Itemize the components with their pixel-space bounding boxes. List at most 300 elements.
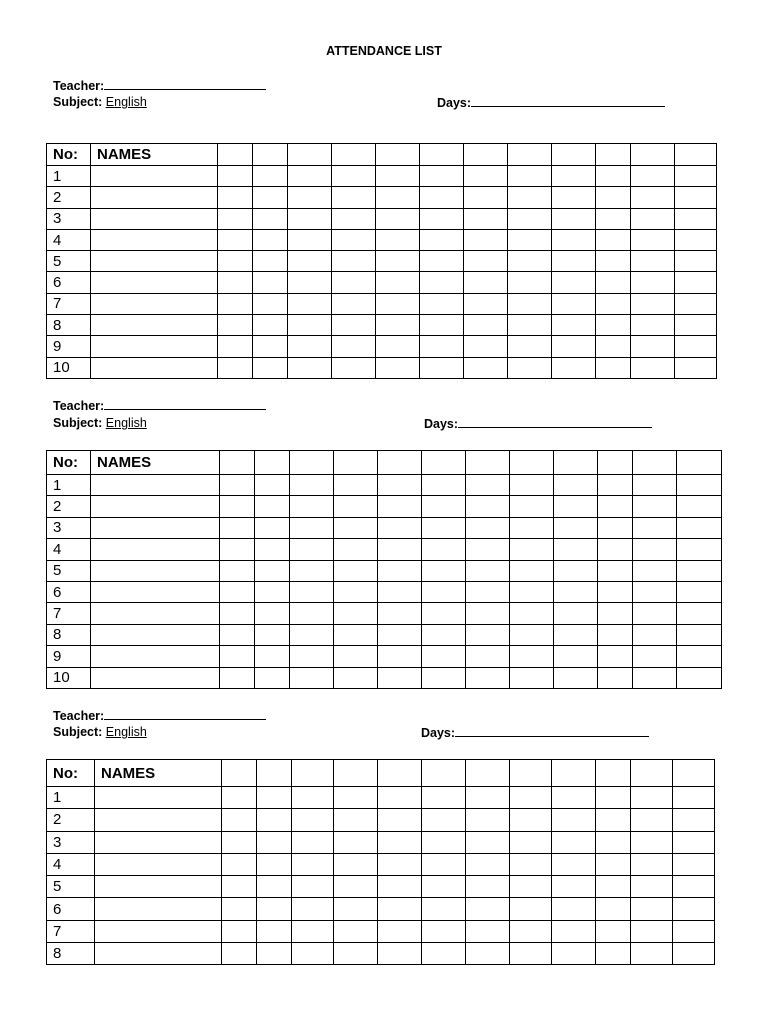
- attendance-cell[interactable]: [290, 603, 334, 624]
- name-cell[interactable]: [91, 624, 220, 645]
- attendance-cell[interactable]: [378, 539, 422, 560]
- teacher-blank[interactable]: [104, 397, 266, 410]
- attendance-cell[interactable]: [677, 517, 722, 538]
- name-cell[interactable]: [91, 357, 218, 378]
- attendance-cell[interactable]: [677, 646, 722, 667]
- name-cell[interactable]: [91, 496, 220, 517]
- attendance-cell[interactable]: [332, 208, 376, 229]
- attendance-cell[interactable]: [631, 831, 673, 853]
- day-column-header[interactable]: [677, 451, 722, 475]
- attendance-cell[interactable]: [257, 853, 292, 875]
- attendance-cell[interactable]: [334, 898, 378, 920]
- attendance-cell[interactable]: [466, 943, 510, 965]
- attendance-cell[interactable]: [675, 251, 717, 272]
- attendance-cell[interactable]: [552, 853, 596, 875]
- attendance-cell[interactable]: [255, 581, 290, 602]
- attendance-cell[interactable]: [596, 272, 631, 293]
- attendance-cell[interactable]: [420, 208, 464, 229]
- name-cell[interactable]: [91, 603, 220, 624]
- attendance-cell[interactable]: [378, 809, 422, 831]
- attendance-cell[interactable]: [552, 920, 596, 942]
- attendance-cell[interactable]: [288, 166, 332, 187]
- attendance-cell[interactable]: [422, 646, 466, 667]
- day-column-header[interactable]: [466, 451, 510, 475]
- attendance-cell[interactable]: [510, 560, 554, 581]
- attendance-cell[interactable]: [376, 187, 420, 208]
- attendance-cell[interactable]: [218, 336, 253, 357]
- attendance-cell[interactable]: [510, 876, 552, 898]
- attendance-cell[interactable]: [631, 809, 673, 831]
- teacher-blank[interactable]: [104, 77, 266, 90]
- attendance-cell[interactable]: [222, 920, 257, 942]
- day-column-header[interactable]: [596, 144, 631, 166]
- attendance-cell[interactable]: [554, 496, 598, 517]
- attendance-cell[interactable]: [673, 853, 715, 875]
- attendance-cell[interactable]: [220, 475, 255, 496]
- attendance-cell[interactable]: [222, 809, 257, 831]
- attendance-cell[interactable]: [552, 787, 596, 809]
- attendance-cell[interactable]: [257, 943, 292, 965]
- attendance-cell[interactable]: [218, 293, 253, 314]
- attendance-cell[interactable]: [334, 787, 378, 809]
- day-column-header[interactable]: [222, 760, 257, 787]
- attendance-cell[interactable]: [378, 517, 422, 538]
- day-column-header[interactable]: [631, 144, 675, 166]
- attendance-cell[interactable]: [378, 581, 422, 602]
- attendance-cell[interactable]: [596, 943, 631, 965]
- attendance-cell[interactable]: [596, 876, 631, 898]
- attendance-cell[interactable]: [257, 787, 292, 809]
- attendance-cell[interactable]: [422, 560, 466, 581]
- attendance-cell[interactable]: [466, 624, 510, 645]
- attendance-cell[interactable]: [598, 539, 633, 560]
- attendance-cell[interactable]: [220, 539, 255, 560]
- attendance-cell[interactable]: [598, 475, 633, 496]
- attendance-cell[interactable]: [288, 315, 332, 336]
- name-cell[interactable]: [91, 208, 218, 229]
- attendance-cell[interactable]: [508, 166, 552, 187]
- name-cell[interactable]: [95, 787, 222, 809]
- attendance-cell[interactable]: [677, 603, 722, 624]
- attendance-cell[interactable]: [598, 603, 633, 624]
- attendance-cell[interactable]: [334, 876, 378, 898]
- attendance-cell[interactable]: [552, 251, 596, 272]
- attendance-cell[interactable]: [596, 166, 631, 187]
- day-column-header[interactable]: [334, 451, 378, 475]
- attendance-cell[interactable]: [420, 251, 464, 272]
- attendance-cell[interactable]: [598, 667, 633, 688]
- attendance-cell[interactable]: [218, 229, 253, 250]
- attendance-cell[interactable]: [596, 208, 631, 229]
- attendance-cell[interactable]: [288, 336, 332, 357]
- day-column-header[interactable]: [218, 144, 253, 166]
- attendance-cell[interactable]: [631, 229, 675, 250]
- attendance-cell[interactable]: [466, 581, 510, 602]
- attendance-cell[interactable]: [631, 336, 675, 357]
- attendance-cell[interactable]: [420, 336, 464, 357]
- attendance-cell[interactable]: [552, 187, 596, 208]
- attendance-cell[interactable]: [220, 646, 255, 667]
- attendance-cell[interactable]: [288, 208, 332, 229]
- attendance-cell[interactable]: [633, 496, 677, 517]
- attendance-cell[interactable]: [552, 315, 596, 336]
- attendance-cell[interactable]: [464, 315, 508, 336]
- days-blank[interactable]: [455, 724, 649, 737]
- attendance-cell[interactable]: [596, 920, 631, 942]
- attendance-cell[interactable]: [510, 853, 552, 875]
- attendance-cell[interactable]: [334, 475, 378, 496]
- days-blank[interactable]: [458, 415, 652, 428]
- attendance-cell[interactable]: [464, 357, 508, 378]
- attendance-cell[interactable]: [508, 187, 552, 208]
- attendance-cell[interactable]: [376, 293, 420, 314]
- attendance-cell[interactable]: [334, 809, 378, 831]
- attendance-cell[interactable]: [510, 667, 554, 688]
- attendance-cell[interactable]: [554, 603, 598, 624]
- attendance-cell[interactable]: [334, 496, 378, 517]
- attendance-cell[interactable]: [552, 809, 596, 831]
- attendance-cell[interactable]: [420, 315, 464, 336]
- attendance-cell[interactable]: [675, 293, 717, 314]
- attendance-cell[interactable]: [292, 898, 334, 920]
- attendance-cell[interactable]: [631, 251, 675, 272]
- attendance-cell[interactable]: [222, 943, 257, 965]
- attendance-cell[interactable]: [675, 187, 717, 208]
- attendance-cell[interactable]: [596, 315, 631, 336]
- day-column-header[interactable]: [510, 451, 554, 475]
- name-cell[interactable]: [91, 229, 218, 250]
- attendance-cell[interactable]: [510, 475, 554, 496]
- attendance-cell[interactable]: [633, 603, 677, 624]
- attendance-cell[interactable]: [673, 809, 715, 831]
- attendance-cell[interactable]: [420, 166, 464, 187]
- attendance-cell[interactable]: [220, 624, 255, 645]
- attendance-cell[interactable]: [255, 560, 290, 581]
- attendance-cell[interactable]: [631, 315, 675, 336]
- attendance-cell[interactable]: [422, 809, 466, 831]
- attendance-cell[interactable]: [376, 208, 420, 229]
- name-cell[interactable]: [95, 898, 222, 920]
- attendance-cell[interactable]: [675, 166, 717, 187]
- day-column-header[interactable]: [422, 451, 466, 475]
- attendance-cell[interactable]: [378, 943, 422, 965]
- attendance-cell[interactable]: [378, 831, 422, 853]
- attendance-cell[interactable]: [334, 624, 378, 645]
- day-column-header[interactable]: [288, 144, 332, 166]
- day-column-header[interactable]: [255, 451, 290, 475]
- attendance-cell[interactable]: [253, 336, 288, 357]
- attendance-cell[interactable]: [631, 272, 675, 293]
- attendance-cell[interactable]: [631, 853, 673, 875]
- attendance-cell[interactable]: [255, 603, 290, 624]
- attendance-cell[interactable]: [675, 229, 717, 250]
- attendance-cell[interactable]: [332, 251, 376, 272]
- name-cell[interactable]: [91, 475, 220, 496]
- day-column-header[interactable]: [633, 451, 677, 475]
- attendance-cell[interactable]: [334, 920, 378, 942]
- attendance-cell[interactable]: [631, 787, 673, 809]
- attendance-cell[interactable]: [677, 667, 722, 688]
- attendance-cell[interactable]: [290, 560, 334, 581]
- attendance-cell[interactable]: [422, 943, 466, 965]
- attendance-cell[interactable]: [422, 787, 466, 809]
- name-cell[interactable]: [95, 853, 222, 875]
- attendance-cell[interactable]: [288, 229, 332, 250]
- attendance-cell[interactable]: [378, 496, 422, 517]
- attendance-cell[interactable]: [422, 475, 466, 496]
- attendance-cell[interactable]: [257, 809, 292, 831]
- attendance-cell[interactable]: [673, 920, 715, 942]
- attendance-cell[interactable]: [255, 646, 290, 667]
- attendance-cell[interactable]: [220, 667, 255, 688]
- name-cell[interactable]: [91, 646, 220, 667]
- day-column-header[interactable]: [334, 760, 378, 787]
- attendance-cell[interactable]: [218, 166, 253, 187]
- attendance-cell[interactable]: [596, 853, 631, 875]
- day-column-header[interactable]: [420, 144, 464, 166]
- attendance-cell[interactable]: [253, 187, 288, 208]
- attendance-cell[interactable]: [378, 560, 422, 581]
- attendance-cell[interactable]: [218, 315, 253, 336]
- attendance-cell[interactable]: [332, 187, 376, 208]
- attendance-cell[interactable]: [677, 624, 722, 645]
- attendance-cell[interactable]: [631, 943, 673, 965]
- attendance-cell[interactable]: [508, 315, 552, 336]
- attendance-cell[interactable]: [633, 560, 677, 581]
- attendance-cell[interactable]: [420, 229, 464, 250]
- attendance-cell[interactable]: [255, 517, 290, 538]
- attendance-cell[interactable]: [334, 667, 378, 688]
- days-blank[interactable]: [471, 94, 665, 107]
- attendance-cell[interactable]: [332, 229, 376, 250]
- attendance-cell[interactable]: [253, 293, 288, 314]
- attendance-cell[interactable]: [334, 853, 378, 875]
- attendance-cell[interactable]: [598, 496, 633, 517]
- name-cell[interactable]: [91, 166, 218, 187]
- attendance-cell[interactable]: [596, 831, 631, 853]
- attendance-cell[interactable]: [255, 539, 290, 560]
- attendance-cell[interactable]: [255, 496, 290, 517]
- attendance-cell[interactable]: [631, 293, 675, 314]
- attendance-cell[interactable]: [220, 581, 255, 602]
- attendance-cell[interactable]: [334, 943, 378, 965]
- name-cell[interactable]: [91, 539, 220, 560]
- attendance-cell[interactable]: [290, 581, 334, 602]
- attendance-cell[interactable]: [288, 187, 332, 208]
- day-column-header[interactable]: [378, 760, 422, 787]
- attendance-cell[interactable]: [464, 229, 508, 250]
- attendance-cell[interactable]: [508, 272, 552, 293]
- attendance-cell[interactable]: [510, 646, 554, 667]
- attendance-cell[interactable]: [334, 831, 378, 853]
- attendance-cell[interactable]: [422, 876, 466, 898]
- day-column-header[interactable]: [464, 144, 508, 166]
- attendance-cell[interactable]: [633, 667, 677, 688]
- attendance-cell[interactable]: [334, 539, 378, 560]
- attendance-cell[interactable]: [598, 624, 633, 645]
- attendance-cell[interactable]: [673, 876, 715, 898]
- attendance-cell[interactable]: [552, 229, 596, 250]
- attendance-cell[interactable]: [596, 336, 631, 357]
- attendance-cell[interactable]: [464, 251, 508, 272]
- attendance-cell[interactable]: [376, 357, 420, 378]
- attendance-cell[interactable]: [332, 272, 376, 293]
- attendance-cell[interactable]: [466, 831, 510, 853]
- day-column-header[interactable]: [422, 760, 466, 787]
- attendance-cell[interactable]: [253, 315, 288, 336]
- attendance-cell[interactable]: [378, 920, 422, 942]
- attendance-cell[interactable]: [466, 876, 510, 898]
- attendance-cell[interactable]: [288, 357, 332, 378]
- attendance-cell[interactable]: [677, 496, 722, 517]
- attendance-cell[interactable]: [253, 229, 288, 250]
- attendance-cell[interactable]: [253, 272, 288, 293]
- attendance-cell[interactable]: [218, 272, 253, 293]
- attendance-cell[interactable]: [675, 357, 717, 378]
- attendance-cell[interactable]: [510, 920, 552, 942]
- attendance-cell[interactable]: [332, 166, 376, 187]
- name-cell[interactable]: [95, 920, 222, 942]
- attendance-cell[interactable]: [673, 831, 715, 853]
- attendance-cell[interactable]: [253, 208, 288, 229]
- attendance-cell[interactable]: [290, 539, 334, 560]
- attendance-cell[interactable]: [334, 603, 378, 624]
- attendance-cell[interactable]: [673, 898, 715, 920]
- name-cell[interactable]: [91, 560, 220, 581]
- attendance-cell[interactable]: [675, 272, 717, 293]
- attendance-cell[interactable]: [633, 624, 677, 645]
- attendance-cell[interactable]: [218, 251, 253, 272]
- attendance-cell[interactable]: [466, 898, 510, 920]
- name-cell[interactable]: [91, 293, 218, 314]
- attendance-cell[interactable]: [554, 560, 598, 581]
- name-cell[interactable]: [95, 876, 222, 898]
- attendance-cell[interactable]: [422, 496, 466, 517]
- attendance-cell[interactable]: [422, 898, 466, 920]
- attendance-cell[interactable]: [378, 853, 422, 875]
- attendance-cell[interactable]: [290, 475, 334, 496]
- attendance-cell[interactable]: [466, 560, 510, 581]
- attendance-cell[interactable]: [422, 603, 466, 624]
- attendance-cell[interactable]: [598, 646, 633, 667]
- attendance-cell[interactable]: [290, 624, 334, 645]
- attendance-cell[interactable]: [464, 293, 508, 314]
- day-column-header[interactable]: [554, 451, 598, 475]
- attendance-cell[interactable]: [598, 581, 633, 602]
- attendance-cell[interactable]: [554, 517, 598, 538]
- attendance-cell[interactable]: [466, 667, 510, 688]
- attendance-cell[interactable]: [596, 787, 631, 809]
- attendance-cell[interactable]: [633, 581, 677, 602]
- attendance-cell[interactable]: [255, 624, 290, 645]
- attendance-cell[interactable]: [510, 898, 552, 920]
- attendance-cell[interactable]: [466, 853, 510, 875]
- name-cell[interactable]: [91, 581, 220, 602]
- attendance-cell[interactable]: [218, 357, 253, 378]
- attendance-cell[interactable]: [334, 560, 378, 581]
- day-column-header[interactable]: [508, 144, 552, 166]
- name-cell[interactable]: [91, 251, 218, 272]
- attendance-cell[interactable]: [332, 315, 376, 336]
- attendance-cell[interactable]: [420, 187, 464, 208]
- attendance-cell[interactable]: [508, 357, 552, 378]
- attendance-cell[interactable]: [675, 208, 717, 229]
- attendance-cell[interactable]: [510, 831, 552, 853]
- attendance-cell[interactable]: [334, 646, 378, 667]
- attendance-cell[interactable]: [554, 581, 598, 602]
- attendance-cell[interactable]: [631, 208, 675, 229]
- attendance-cell[interactable]: [673, 943, 715, 965]
- attendance-cell[interactable]: [220, 603, 255, 624]
- attendance-cell[interactable]: [376, 272, 420, 293]
- attendance-cell[interactable]: [631, 898, 673, 920]
- attendance-cell[interactable]: [552, 208, 596, 229]
- attendance-cell[interactable]: [552, 166, 596, 187]
- attendance-cell[interactable]: [288, 251, 332, 272]
- day-column-header[interactable]: [253, 144, 288, 166]
- attendance-cell[interactable]: [596, 251, 631, 272]
- attendance-cell[interactable]: [508, 293, 552, 314]
- attendance-cell[interactable]: [510, 517, 554, 538]
- attendance-cell[interactable]: [673, 787, 715, 809]
- name-cell[interactable]: [95, 943, 222, 965]
- attendance-cell[interactable]: [222, 876, 257, 898]
- attendance-cell[interactable]: [598, 517, 633, 538]
- attendance-cell[interactable]: [292, 920, 334, 942]
- name-cell[interactable]: [91, 336, 218, 357]
- attendance-cell[interactable]: [253, 166, 288, 187]
- attendance-cell[interactable]: [510, 496, 554, 517]
- attendance-cell[interactable]: [288, 293, 332, 314]
- attendance-cell[interactable]: [554, 646, 598, 667]
- attendance-cell[interactable]: [422, 581, 466, 602]
- attendance-cell[interactable]: [292, 787, 334, 809]
- attendance-cell[interactable]: [631, 876, 673, 898]
- name-cell[interactable]: [91, 187, 218, 208]
- day-column-header[interactable]: [292, 760, 334, 787]
- attendance-cell[interactable]: [466, 475, 510, 496]
- attendance-cell[interactable]: [378, 646, 422, 667]
- attendance-cell[interactable]: [220, 496, 255, 517]
- attendance-cell[interactable]: [220, 560, 255, 581]
- attendance-cell[interactable]: [292, 853, 334, 875]
- attendance-cell[interactable]: [598, 560, 633, 581]
- attendance-cell[interactable]: [376, 166, 420, 187]
- day-column-header[interactable]: [220, 451, 255, 475]
- attendance-cell[interactable]: [508, 208, 552, 229]
- name-cell[interactable]: [95, 831, 222, 853]
- attendance-cell[interactable]: [677, 475, 722, 496]
- attendance-cell[interactable]: [633, 539, 677, 560]
- attendance-cell[interactable]: [253, 357, 288, 378]
- attendance-cell[interactable]: [292, 943, 334, 965]
- attendance-cell[interactable]: [508, 336, 552, 357]
- attendance-cell[interactable]: [631, 166, 675, 187]
- attendance-cell[interactable]: [466, 603, 510, 624]
- attendance-cell[interactable]: [466, 539, 510, 560]
- name-cell[interactable]: [95, 809, 222, 831]
- attendance-cell[interactable]: [466, 920, 510, 942]
- attendance-cell[interactable]: [290, 667, 334, 688]
- attendance-cell[interactable]: [332, 293, 376, 314]
- attendance-cell[interactable]: [292, 831, 334, 853]
- attendance-cell[interactable]: [466, 809, 510, 831]
- attendance-cell[interactable]: [253, 251, 288, 272]
- attendance-cell[interactable]: [552, 943, 596, 965]
- attendance-cell[interactable]: [596, 357, 631, 378]
- attendance-cell[interactable]: [290, 646, 334, 667]
- name-cell[interactable]: [91, 315, 218, 336]
